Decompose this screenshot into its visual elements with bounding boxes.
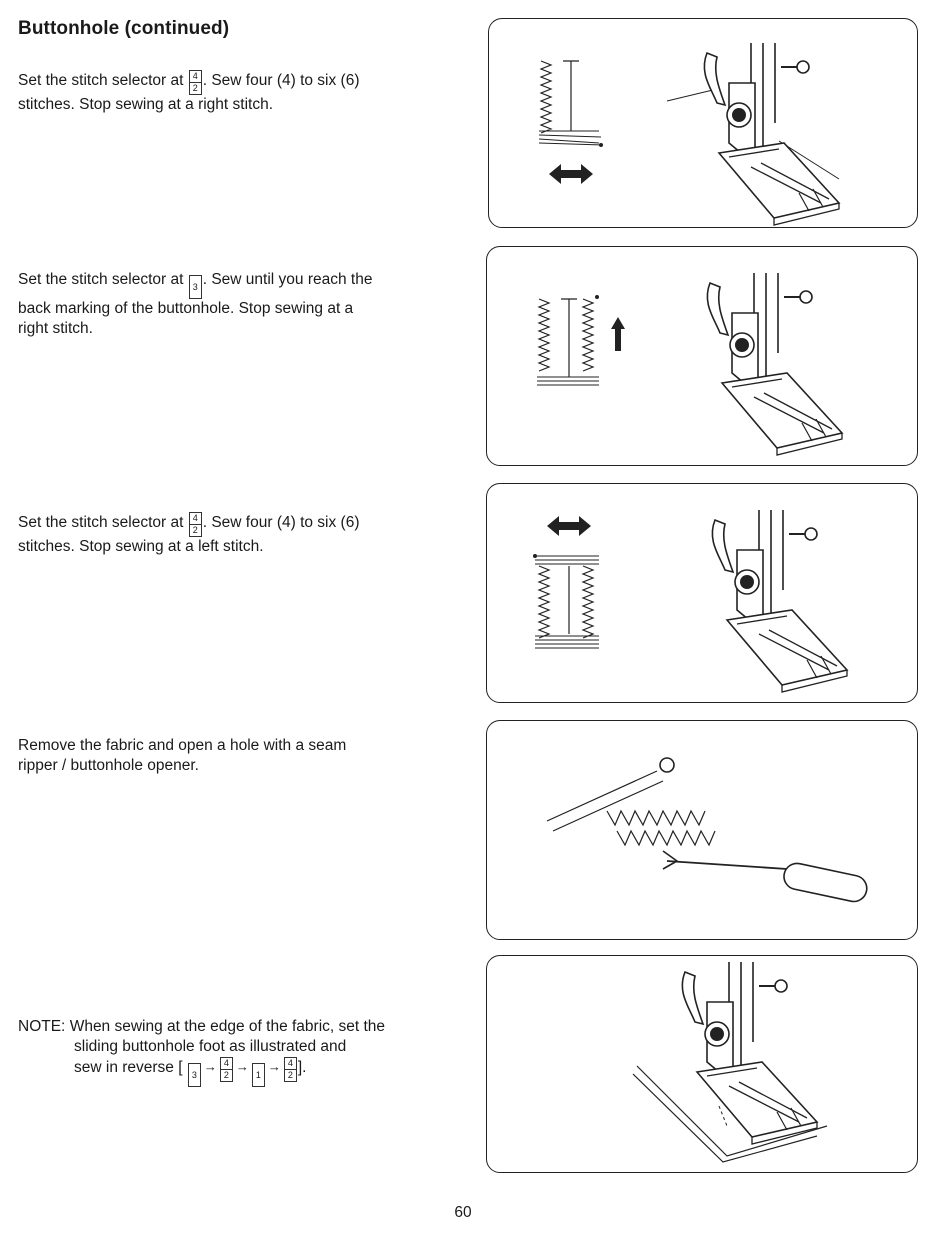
selector-value-top: 4 [285, 1058, 296, 1070]
presser-foot-icon [682, 962, 817, 1144]
selector-value-bottom: 2 [287, 1070, 293, 1080]
step-2-text [18, 270, 438, 339]
selector-value-bottom: 2 [223, 1070, 229, 1080]
stitch-selector-icon [189, 512, 202, 537]
up-arrow-icon [611, 317, 625, 351]
page-title: Buttonhole (continued) [18, 18, 230, 39]
step-4-text [18, 736, 438, 776]
note-line-3-prefix: sew in reverse [ [74, 1059, 183, 1076]
selector-value-top: 4 [221, 1058, 232, 1070]
stitch-selector-icon: 3 [189, 275, 202, 299]
selector-value-top: 4 [190, 71, 201, 83]
stitch-selector-icon [284, 1057, 297, 1082]
illustration-note [486, 955, 918, 1173]
note-block [18, 1017, 458, 1087]
horizontal-double-arrow-icon [547, 516, 591, 536]
stitch-selector-icon: 1 [252, 1063, 265, 1087]
step-3-intro: Set the stitch selector at [18, 514, 184, 531]
step-3-line-2: stitches. Stop sewing at a left stitch. [18, 538, 264, 555]
note-label: NOTE: [18, 1018, 66, 1035]
step-4-line-2: ripper / buttonhole opener. [18, 757, 199, 774]
presser-foot-icon [704, 43, 839, 225]
seam-ripper-icon [663, 851, 869, 904]
right-arrow-icon: → [267, 1059, 281, 1074]
note-line-1: When sewing at the edge of the fabric, set the [69, 1018, 386, 1035]
page-number: 60 [454, 1204, 472, 1221]
note-line-3-suffix: ]. [297, 1059, 307, 1076]
presser-foot-icon [712, 510, 847, 692]
right-arrow-icon: → [203, 1059, 217, 1074]
stitch-selector-icon: 3 [188, 1063, 201, 1087]
selector-value-top: 4 [190, 513, 201, 525]
illustration-step-1 [488, 18, 918, 228]
stitch-selector-icon [189, 70, 202, 95]
step-3-instruction: . Sew four (4) to six (6) [202, 514, 360, 531]
step-2-instruction: . Sew until you reach the [202, 271, 373, 288]
step-3-text [18, 512, 438, 557]
step-1-text [18, 70, 438, 115]
step-1-instruction: . Sew four (4) to six (6) [202, 72, 360, 89]
illustration-step-2 [486, 246, 918, 466]
selector-value-bottom: 2 [192, 525, 198, 535]
step-2-intro: Set the stitch selector at [18, 271, 184, 288]
illustration-step-4 [486, 720, 918, 940]
horizontal-double-arrow-icon [549, 164, 593, 184]
note-line-2: sliding buttonhole foot as illustrated and [74, 1038, 347, 1055]
step-4-line-1: Remove the fabric and open a hole with a seam [18, 737, 347, 754]
presser-foot-icon [707, 273, 842, 455]
selector-value-bottom: 2 [192, 83, 198, 93]
right-arrow-icon: → [235, 1059, 249, 1074]
stitch-selector-icon [220, 1057, 233, 1082]
step-1-line-2: stitches. Stop sewing at a right stitch. [18, 96, 274, 113]
note-line-3 [74, 1057, 458, 1087]
illustration-step-3 [486, 483, 918, 703]
step-2-line-3: right stitch. [18, 320, 93, 337]
step-1-intro: Set the stitch selector at [18, 72, 184, 89]
step-2-line-2: back marking of the buttonhole. Stop sewing at a [18, 300, 354, 317]
